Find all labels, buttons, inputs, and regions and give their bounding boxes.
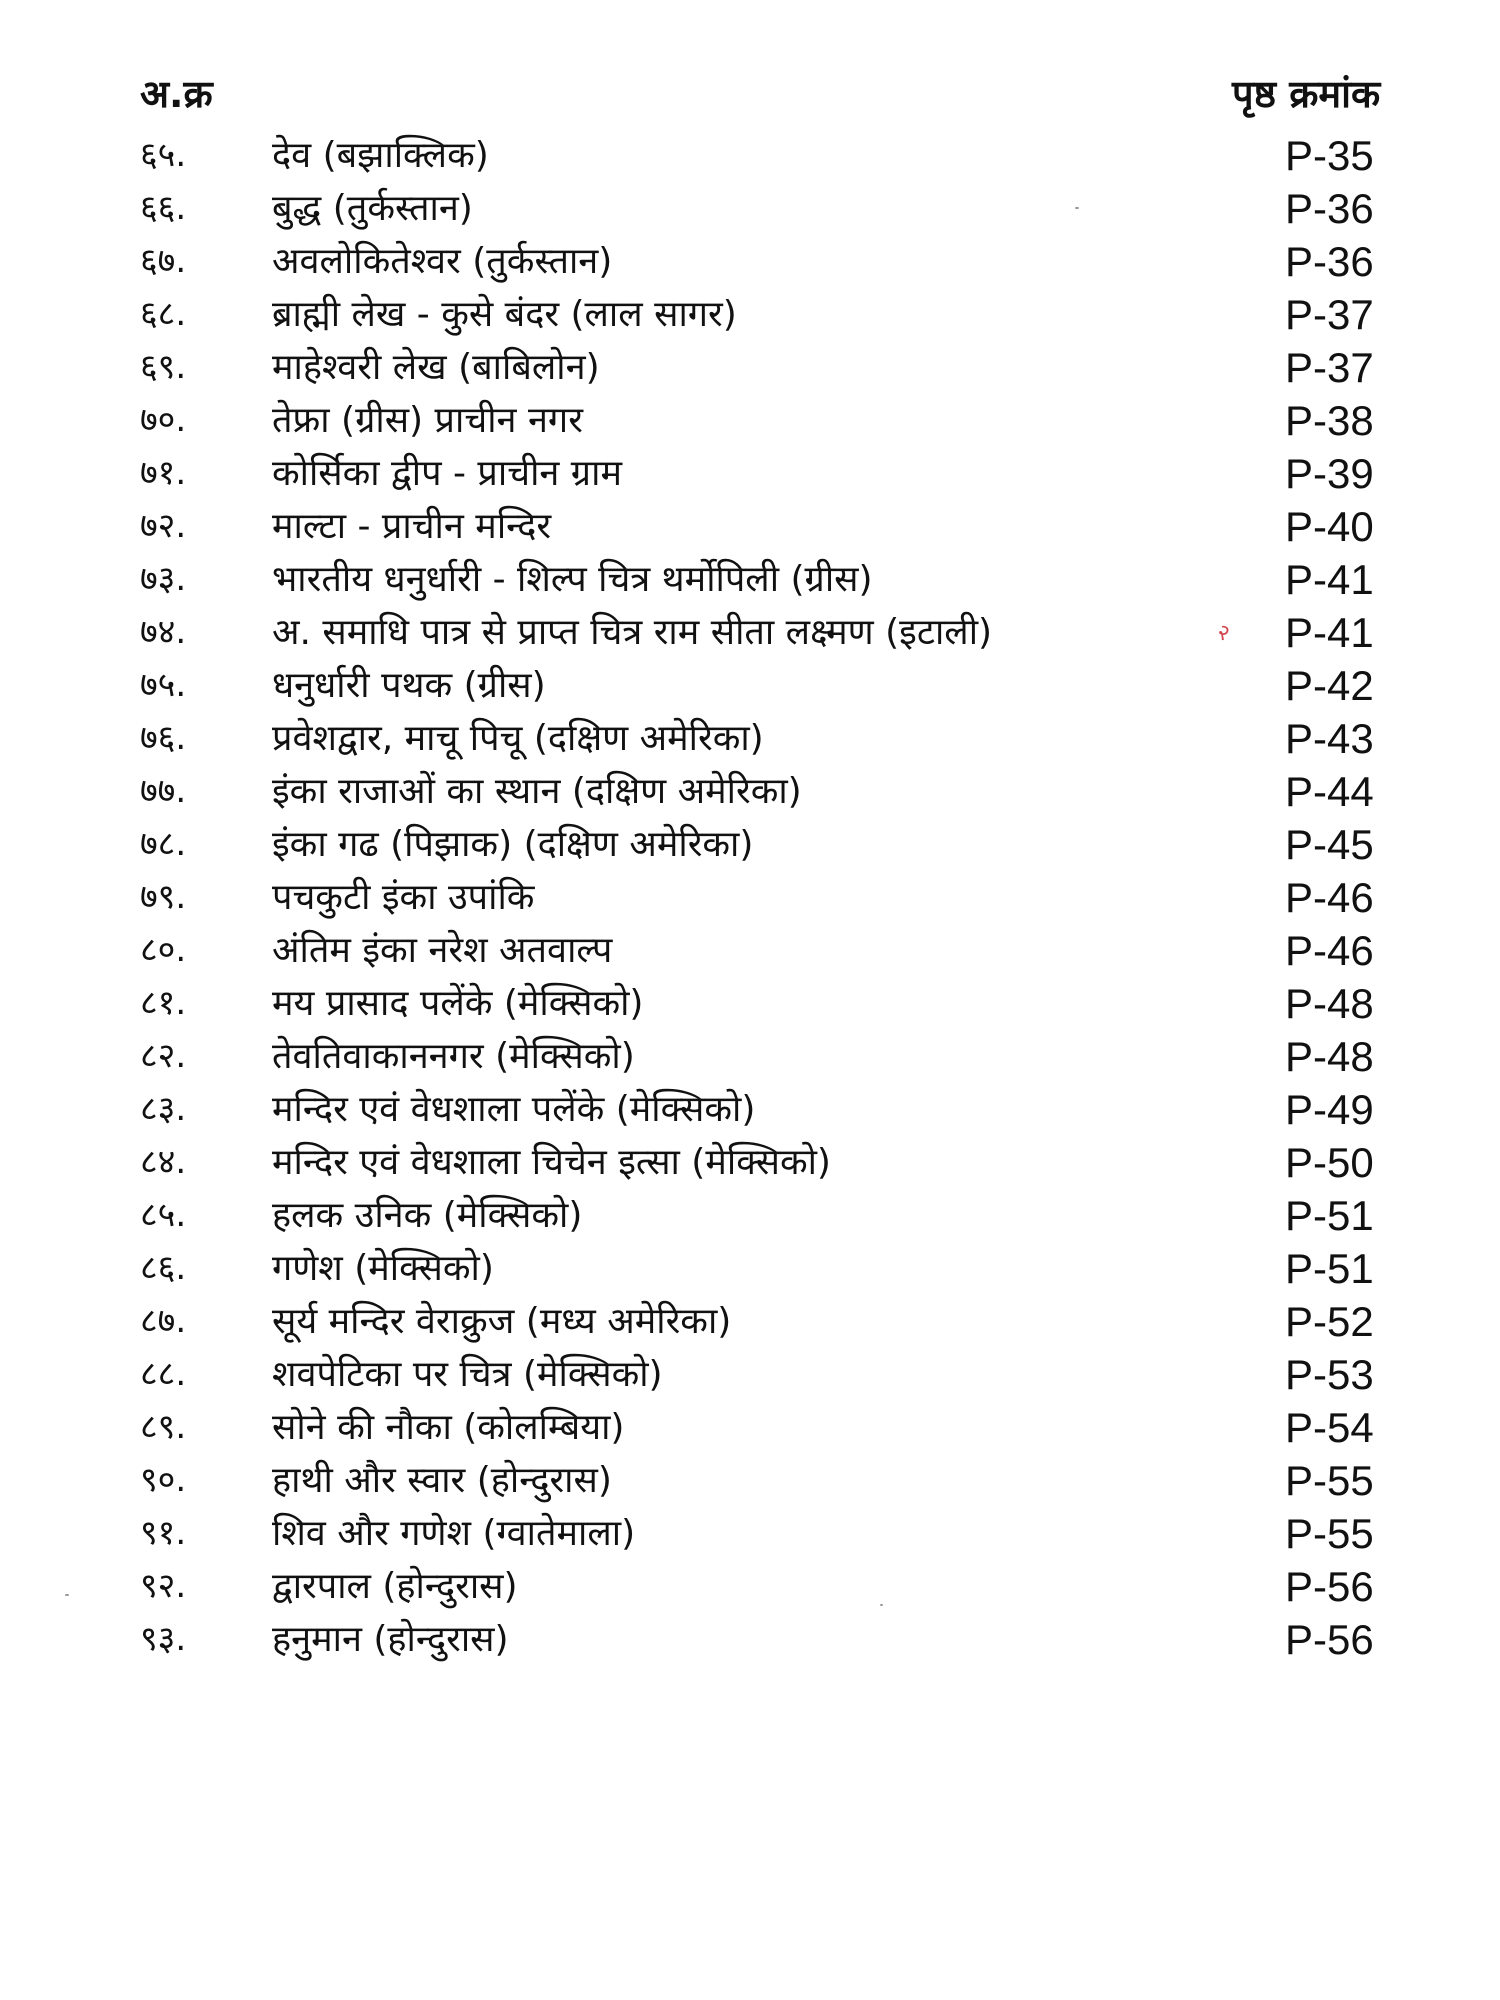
entry-title: तेवतिवाकाननगर (मेक्सिको) xyxy=(272,1036,635,1078)
entry-number: ८३. xyxy=(140,1089,187,1130)
entry-number: ७९. xyxy=(140,877,187,918)
entry-title: बुद्ध (तुर्कस्तान) xyxy=(272,188,473,230)
list-item xyxy=(0,1189,1500,1242)
list-item xyxy=(0,977,1500,1030)
entry-page-number: P-37 xyxy=(1285,291,1374,339)
list-item xyxy=(0,500,1500,553)
entry-title: इंका गढ (पिझाक) (दक्षिण अमेरिका) xyxy=(272,824,754,866)
entry-page-number: P-55 xyxy=(1285,1457,1374,1505)
entry-number: ८२. xyxy=(140,1036,187,1077)
entry-page-number: P-49 xyxy=(1285,1086,1374,1134)
entry-number: ७५. xyxy=(140,665,187,706)
handwritten-margin-mark: २ xyxy=(1213,619,1233,648)
entry-title: शिव और गणेश (ग्वातेमाला) xyxy=(272,1513,636,1555)
entry-number: ८६. xyxy=(140,1248,187,1289)
entry-page-number: P-52 xyxy=(1285,1298,1374,1346)
entry-number: ८४. xyxy=(140,1142,187,1183)
entry-page-number: P-56 xyxy=(1285,1616,1374,1664)
entry-page-number: P-48 xyxy=(1285,980,1374,1028)
entry-title: सोने की नौका (कोलम्बिया) xyxy=(272,1407,625,1449)
entry-number: ९१. xyxy=(140,1513,187,1554)
entry-title: कोर्सिका द्वीप - प्राचीन ग्राम xyxy=(272,453,622,495)
entry-number: ९०. xyxy=(140,1460,187,1501)
entry-number: ८०. xyxy=(140,930,187,971)
entry-number: ७६. xyxy=(140,718,187,759)
entry-page-number: P-39 xyxy=(1285,450,1374,498)
entry-title: ब्राह्मी लेख - कुसे बंदर (लाल सागर) xyxy=(272,294,737,336)
list-item xyxy=(0,129,1500,182)
entry-page-number: P-56 xyxy=(1285,1563,1374,1611)
list-item xyxy=(0,1030,1500,1083)
entry-page-number: P-48 xyxy=(1285,1033,1374,1081)
entry-page-number: P-37 xyxy=(1285,344,1374,392)
list-item xyxy=(0,394,1500,447)
entry-title: मन्दिर एवं वेधशाला चिचेन इत्सा (मेक्सिको) xyxy=(272,1142,831,1184)
entry-number: ७०. xyxy=(140,400,187,441)
entry-number: ७७. xyxy=(140,771,187,812)
list-item xyxy=(0,712,1500,765)
entry-title: मय प्रासाद पलेंके (मेक्सिको) xyxy=(272,983,644,1025)
list-item xyxy=(0,553,1500,606)
entry-number: ६८. xyxy=(140,294,187,335)
entry-number: ६७. xyxy=(140,241,187,282)
list-item xyxy=(0,1401,1500,1454)
scan-speck xyxy=(65,1594,69,1596)
list-item xyxy=(0,182,1500,235)
entry-title: देव (बझाक्लिक) xyxy=(272,135,489,176)
entry-number: ६६. xyxy=(140,188,187,229)
entry-page-number: P-51 xyxy=(1285,1245,1374,1293)
entry-page-number: P-42 xyxy=(1285,662,1374,710)
entry-number: ९२. xyxy=(140,1566,187,1607)
entry-number: ८८. xyxy=(140,1354,187,1395)
entry-title: माल्टा - प्राचीन मन्दिर xyxy=(272,506,552,548)
list-item xyxy=(0,765,1500,818)
entry-title: धनुर्धारी पथक (ग्रीस) xyxy=(272,665,546,707)
entry-page-number: P-41 xyxy=(1285,556,1374,604)
entry-title: इंका राजाओं का स्थान (दक्षिण अमेरिका) xyxy=(272,771,802,813)
entry-page-number: P-54 xyxy=(1285,1404,1374,1452)
entry-page-number: P-43 xyxy=(1285,715,1374,763)
list-item xyxy=(0,1348,1500,1401)
entry-page-number: P-36 xyxy=(1285,238,1374,286)
list-item xyxy=(0,606,1500,659)
entry-page-number: P-46 xyxy=(1285,874,1374,922)
list-item xyxy=(0,818,1500,871)
entry-title: शवपेटिका पर चित्र (मेक्सिको) xyxy=(272,1354,663,1396)
entry-number: ८५. xyxy=(140,1195,187,1236)
entry-page-number: P-55 xyxy=(1285,1510,1374,1558)
entry-number: ८७. xyxy=(140,1301,187,1342)
entry-title: अंतिम इंका नरेश अतवाल्प xyxy=(272,930,613,972)
list-item xyxy=(0,447,1500,500)
entry-page-number: P-35 xyxy=(1285,132,1374,179)
scan-speck xyxy=(1075,207,1079,209)
entry-page-number: P-45 xyxy=(1285,821,1374,869)
entry-title: मन्दिर एवं वेधशाला पलेंके (मेक्सिको) xyxy=(272,1089,756,1131)
entry-page-number: P-51 xyxy=(1285,1192,1374,1240)
scan-speck xyxy=(880,1604,883,1606)
entry-page-number: P-41 xyxy=(1285,609,1374,657)
entry-number: ६९. xyxy=(140,347,187,388)
list-item xyxy=(0,871,1500,924)
list-item xyxy=(0,924,1500,977)
entry-number: ८९. xyxy=(140,1407,187,1448)
entry-number: ७८. xyxy=(140,824,187,865)
list-item xyxy=(0,235,1500,288)
list-item xyxy=(0,1507,1500,1560)
entry-title: सूर्य मन्दिर वेराक्रुज (मध्य अमेरिका) xyxy=(272,1301,732,1343)
list-item xyxy=(0,1136,1500,1189)
list-item xyxy=(0,659,1500,712)
serial-number-heading: अ.क्र xyxy=(140,72,213,116)
entry-page-number: P-44 xyxy=(1285,768,1374,816)
entry-title: अवलोकितेश्वर (तुर्कस्तान) xyxy=(272,241,613,283)
list-item xyxy=(0,1242,1500,1295)
list-item xyxy=(0,1295,1500,1348)
entry-page-number: P-46 xyxy=(1285,927,1374,975)
entry-number: ९३. xyxy=(140,1619,187,1660)
entry-title: हनुमान (होन्दुरास) xyxy=(272,1619,509,1661)
entry-number: ८१. xyxy=(140,983,187,1024)
contents-list xyxy=(0,129,1500,1666)
entry-page-number: P-40 xyxy=(1285,503,1374,551)
entry-title: हाथी और स्वार (होन्दुरास) xyxy=(272,1460,612,1502)
entry-title: प्रवेशद्वार, माचू पिचू (दक्षिण अमेरिका) xyxy=(272,718,764,760)
entry-title: गणेश (मेक्सिको) xyxy=(272,1248,494,1290)
entry-number: ६५. xyxy=(140,135,187,175)
entry-number: ७१. xyxy=(140,453,187,494)
entry-page-number: P-50 xyxy=(1285,1139,1374,1187)
entry-title: द्वारपाल (होन्दुरास) xyxy=(272,1566,518,1608)
page-number-heading: पृष्ठ क्रमांक xyxy=(1232,72,1381,116)
entry-title: तेफ्रा (ग्रीस) प्राचीन नगर xyxy=(272,400,583,442)
list-item xyxy=(0,288,1500,341)
entry-title: अ. समाधि पात्र से प्राप्त चित्र राम सीता लक्ष्मण (इटाली) xyxy=(272,612,993,654)
list-item xyxy=(0,1083,1500,1136)
list-item xyxy=(0,1613,1500,1666)
entry-number: ७२. xyxy=(140,506,187,547)
entry-page-number: P-36 xyxy=(1285,185,1374,233)
entry-number: ७४. xyxy=(140,612,187,653)
list-item xyxy=(0,341,1500,394)
entry-title: पचकुटी इंका उपांकि xyxy=(272,877,535,919)
list-item xyxy=(0,1454,1500,1507)
list-item xyxy=(0,1560,1500,1613)
entry-title: माहेश्वरी लेख (बाबिलोन) xyxy=(272,347,600,389)
entry-number: ७३. xyxy=(140,559,187,600)
entry-title: भारतीय धनुर्धारी - शिल्प चित्र थर्मोपिली (ग्रीस) xyxy=(272,559,873,601)
entry-title: हलक उनिक (मेक्सिको) xyxy=(272,1195,583,1237)
entry-page-number: P-38 xyxy=(1285,397,1374,445)
entry-page-number: P-53 xyxy=(1285,1351,1374,1399)
